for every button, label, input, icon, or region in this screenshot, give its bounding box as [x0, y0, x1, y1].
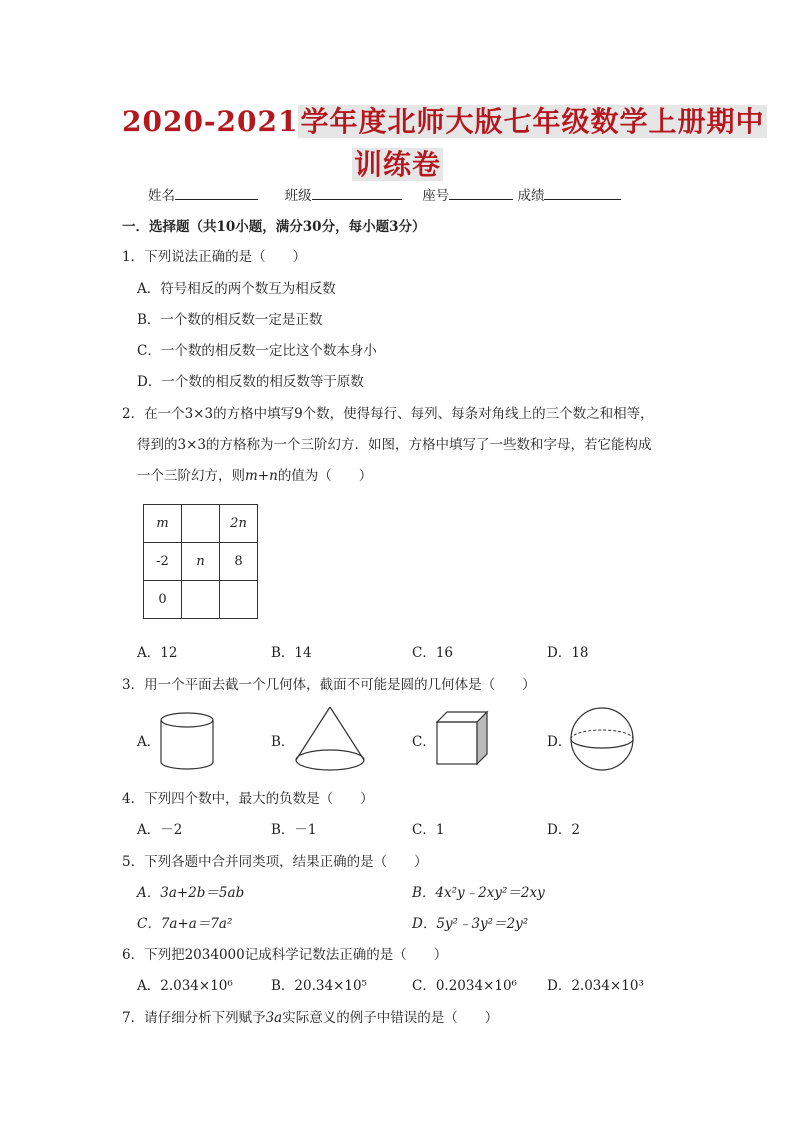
- cone-icon: [293, 704, 367, 774]
- q2-option-a: A．12: [137, 645, 178, 661]
- class-label: 班级: [284, 188, 312, 204]
- grid-cell: 2n: [220, 505, 258, 543]
- q2-option-c: C．16: [412, 645, 454, 661]
- grid-cell: 8: [220, 543, 258, 581]
- q1-option-c: C．一个数的相反数一定比这个数本身小: [137, 343, 377, 359]
- q5-stem: 5．下列各题中合并同类项，结果正确的是（ ）: [122, 854, 428, 870]
- q1-option-b: B．一个数的相反数一定是正数: [137, 312, 323, 328]
- q6-option-b: B．20.34×10⁵: [271, 978, 367, 994]
- q3-stem: 3．用一个平面去截一个几何体，截面不可能是圆的几何体是（ ）: [122, 677, 536, 693]
- q5-option-c: C．7a+a＝7a²: [137, 916, 233, 932]
- cylinder-icon: [158, 711, 216, 771]
- grid-cell: [182, 505, 220, 543]
- q2-stem-line1: 2．在一个3×3的方格中填写9个数，使得每行、每列、每条对角线上的三个数之和相等，: [122, 406, 654, 422]
- page-title-line2: 训练卷: [354, 148, 442, 181]
- q6-option-c: C．0.2034×10⁶: [412, 978, 517, 994]
- grid-cell: 0: [144, 581, 182, 619]
- grid-cell: n: [182, 543, 220, 581]
- grid-cell: -2: [144, 543, 182, 581]
- q4-option-d: D．2: [547, 822, 580, 838]
- q6-option-a: A．2.034×10⁶: [137, 978, 233, 994]
- magic-square-grid: [143, 504, 258, 619]
- q3-option-d: D．: [547, 734, 572, 750]
- sphere-icon: [568, 705, 636, 773]
- class-field[interactable]: [312, 187, 402, 200]
- section-heading: 一．选择题（共10小题，满分30分，每小题3分）: [122, 219, 426, 235]
- q5-option-b: B．4x²y﹣2xy²＝2xy: [412, 885, 545, 901]
- q2-stem-line2: 得到的3×3的方格称为一个三阶幻方．如图，方格中填写了一些数和字母，若它能构成: [137, 437, 652, 453]
- cube-icon: [434, 710, 490, 768]
- q1-option-a: A．符号相反的两个数互为相反数: [137, 281, 336, 297]
- q2-stem-line3: 一个三阶幻方，则m+n的值为（ ）: [137, 468, 373, 484]
- q4-option-a: A．－2: [137, 822, 183, 838]
- grid-cell: [182, 581, 220, 619]
- q4-stem: 4．下列四个数中，最大的负数是（ ）: [122, 791, 374, 807]
- q2-option-d: D．18: [547, 645, 589, 661]
- grid-cell: [220, 581, 258, 619]
- title-main: 学年度北师大版七年级数学上册期中: [300, 105, 765, 138]
- q5-option-a: A．3a+2b＝5ab: [137, 885, 245, 901]
- q1-option-d: D．一个数的相反数的相反数等于原数: [137, 374, 364, 390]
- q6-option-d: D．2.034×10³: [547, 978, 644, 994]
- q3-option-a: A．: [137, 734, 161, 750]
- grid-cell: m: [144, 505, 182, 543]
- q2-option-b: B．14: [271, 645, 312, 661]
- seat-field[interactable]: [449, 187, 513, 200]
- name-field[interactable]: [175, 187, 258, 200]
- q4-option-b: B．－1: [271, 822, 317, 838]
- q4-option-c: C．1: [412, 822, 445, 838]
- q3-option-c: C．: [412, 734, 436, 750]
- seat-label: 座号: [422, 188, 450, 204]
- q1-stem: 1．下列说法正确的是（ ）: [122, 249, 307, 265]
- name-label: 姓名: [148, 188, 175, 204]
- student-info: [148, 187, 621, 205]
- score-label: 成绩: [517, 188, 545, 204]
- score-field[interactable]: [544, 187, 621, 200]
- q7-stem: 7．请仔细分析下列赋予3a实际意义的例子中错误的是（ ）: [122, 1010, 499, 1026]
- q6-stem: 6．下列把2034000记成科学记数法正确的是（ ）: [122, 947, 448, 963]
- page-title-line1: [122, 100, 767, 140]
- q3-option-b: B．: [271, 734, 295, 750]
- q5-option-d: D．5y²﹣3y²＝2y²: [412, 916, 529, 932]
- title-year: 2020-2021: [122, 105, 299, 138]
